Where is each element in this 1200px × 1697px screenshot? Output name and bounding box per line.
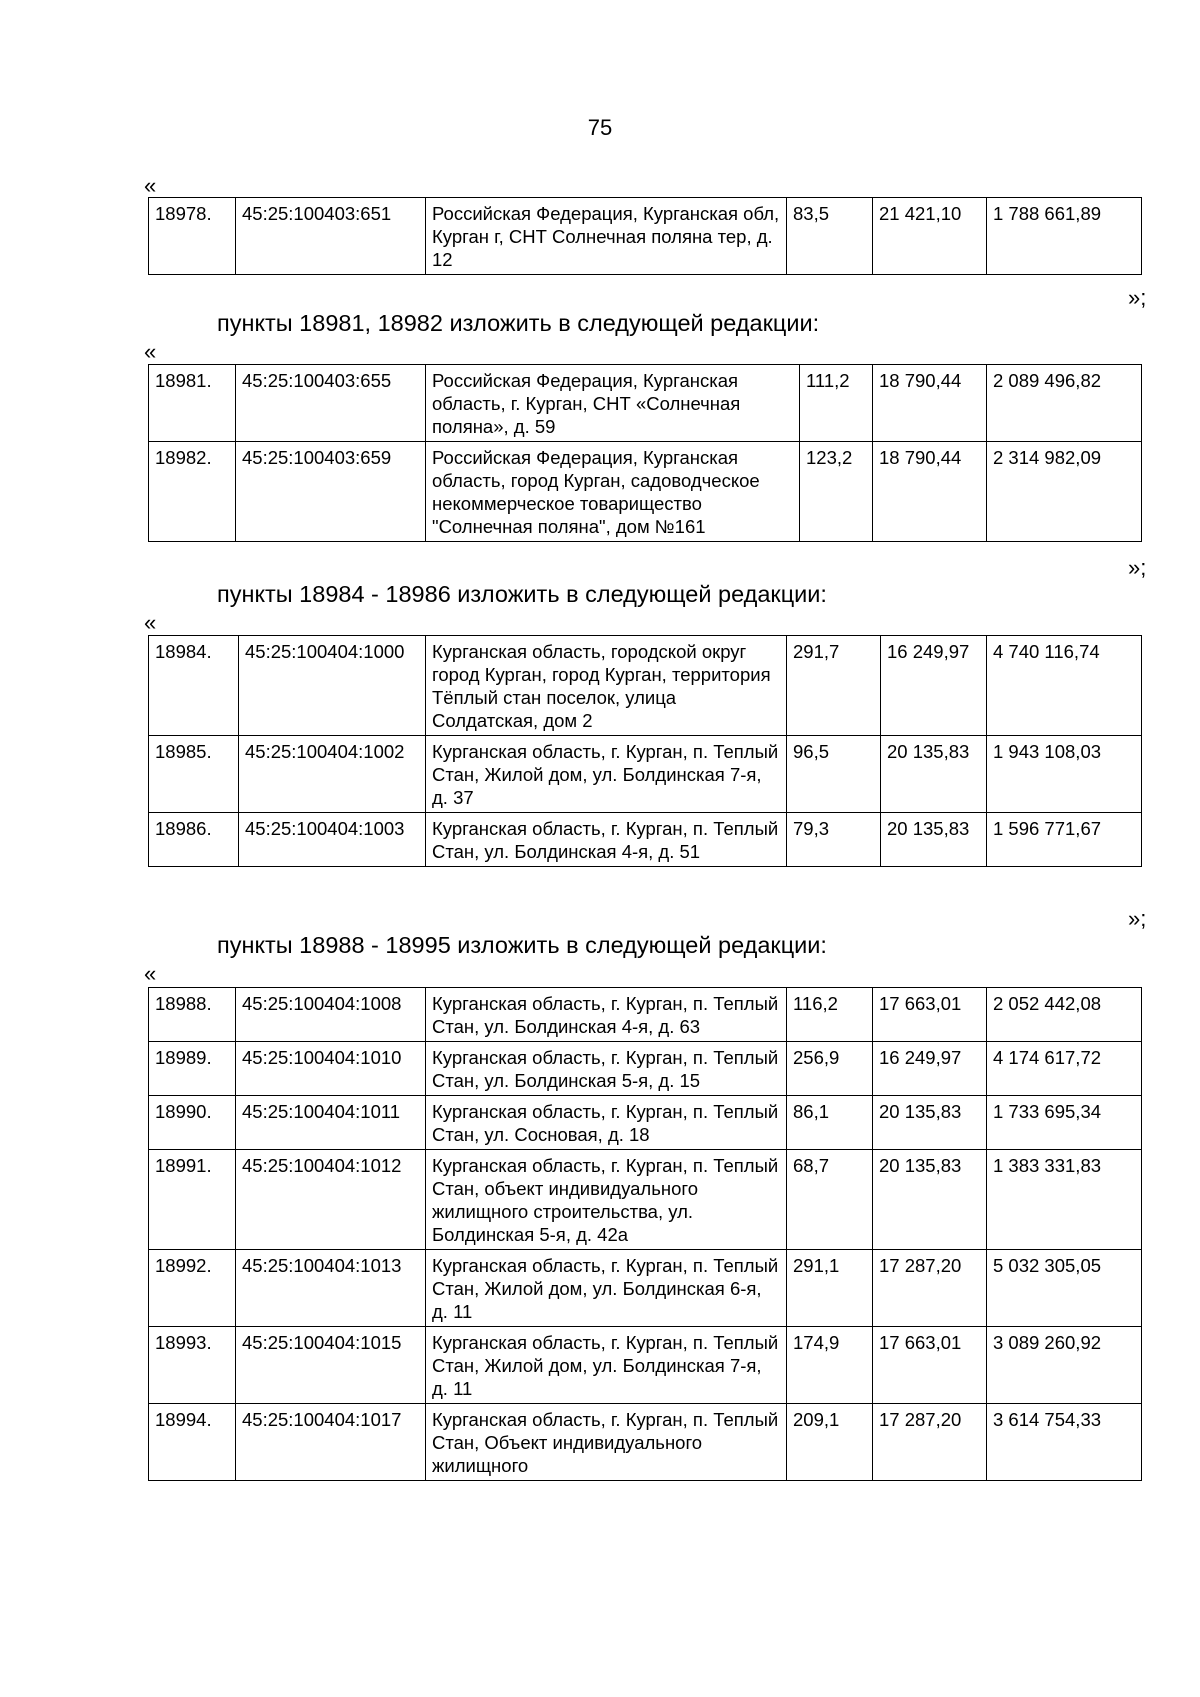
closing-quote: »; xyxy=(1128,555,1147,580)
area-cell: 291,7 xyxy=(787,636,881,736)
cadastral-number-cell: 45:25:100403:659 xyxy=(236,442,426,542)
cadastral-value-per-unit-cell: 20 135,83 xyxy=(873,1096,987,1150)
cadastral-value-cell: 4 740 116,74 xyxy=(987,636,1142,736)
table-row xyxy=(149,1404,1142,1481)
opening-quote: « xyxy=(144,610,157,635)
registry-table xyxy=(148,197,1142,275)
table-row xyxy=(149,198,1142,275)
area-cell: 123,2 xyxy=(800,442,873,542)
cadastral-value-cell: 1 733 695,34 xyxy=(987,1096,1142,1150)
address-cell: Российская Федерация, Курганская обл, Курган г, СНТ Солнечная поляна тер, д. 12 xyxy=(426,198,787,275)
area-cell: 291,1 xyxy=(787,1250,873,1327)
table-row xyxy=(149,365,1142,442)
cadastral-value-cell: 3 089 260,92 xyxy=(987,1327,1142,1404)
opening-quote: « xyxy=(144,961,157,986)
cadastral-value-cell: 3 614 754,33 xyxy=(987,1404,1142,1481)
cadastral-number-cell: 45:25:100404:1011 xyxy=(236,1096,426,1150)
address-cell: Курганская область, городской округ город Курган, город Курган, территория Тёплый стан поселок, улица Солдатская, дом 2 xyxy=(426,636,787,736)
area-cell: 209,1 xyxy=(787,1404,873,1481)
area-cell: 79,3 xyxy=(787,813,881,867)
area-cell: 116,2 xyxy=(787,988,873,1042)
address-cell: Курганская область, г. Курган, п. Теплый Стан, Жилой дом, ул. Болдинская 7-я, д. 37 xyxy=(426,736,787,813)
cadastral-value-per-unit-cell: 21 421,10 xyxy=(873,198,987,275)
cadastral-value-cell: 1 788 661,89 xyxy=(987,198,1142,275)
cadastral-value-cell: 2 052 442,08 xyxy=(987,988,1142,1042)
table-row xyxy=(149,813,1142,867)
item-number-cell: 18982. xyxy=(149,442,236,542)
address-cell: Курганская область, г. Курган, п. Теплый Стан, ул. Болдинская 5-я, д. 15 xyxy=(426,1042,787,1096)
cadastral-value-cell: 1 943 108,03 xyxy=(987,736,1142,813)
table-row xyxy=(149,1096,1142,1150)
address-cell: Курганская область, г. Курган, п. Теплый Стан, объект индивидуального жилищного строительства, ул. Болдинская 5-я, д. 42а xyxy=(426,1150,787,1250)
item-number-cell: 18981. xyxy=(149,365,236,442)
cadastral-value-per-unit-cell: 18 790,44 xyxy=(873,365,987,442)
cadastral-value-cell: 4 174 617,72 xyxy=(987,1042,1142,1096)
address-cell: Курганская область, г. Курган, п. Теплый Стан, ул. Болдинская 4-я, д. 51 xyxy=(426,813,787,867)
cadastral-number-cell: 45:25:100404:1017 xyxy=(236,1404,426,1481)
table-row xyxy=(149,736,1142,813)
area-cell: 83,5 xyxy=(787,198,873,275)
item-number-cell: 18978. xyxy=(149,198,236,275)
registry-table xyxy=(148,364,1142,542)
item-number-cell: 18992. xyxy=(149,1250,236,1327)
item-number-cell: 18994. xyxy=(149,1404,236,1481)
cadastral-number-cell: 45:25:100404:1010 xyxy=(236,1042,426,1096)
amendment-instruction: пункты 18988 - 18995 изложить в следующей редакции: xyxy=(217,932,827,958)
item-number-cell: 18985. xyxy=(149,736,239,813)
address-cell: Курганская область, г. Курган, п. Теплый Стан, ул. Сосновая, д. 18 xyxy=(426,1096,787,1150)
cadastral-value-per-unit-cell: 16 249,97 xyxy=(881,636,987,736)
cadastral-value-cell: 5 032 305,05 xyxy=(987,1250,1142,1327)
item-number-cell: 18990. xyxy=(149,1096,236,1150)
table-row xyxy=(149,1042,1142,1096)
cadastral-number-cell: 45:25:100404:1013 xyxy=(236,1250,426,1327)
table-row xyxy=(149,988,1142,1042)
address-cell: Российская Федерация, Курганская область, город Курган, садоводческое некоммерческое товарищество "Солнечная поляна", дом №161 xyxy=(426,442,800,542)
amendment-instruction: пункты 18981, 18982 изложить в следующей редакции: xyxy=(217,310,820,336)
cadastral-number-cell: 45:25:100404:1003 xyxy=(239,813,426,867)
cadastral-value-per-unit-cell: 20 135,83 xyxy=(881,736,987,813)
address-cell: Курганская область, г. Курган, п. Теплый Стан, Жилой дом, ул. Болдинская 6-я, д. 11 xyxy=(426,1250,787,1327)
item-number-cell: 18993. xyxy=(149,1327,236,1404)
cadastral-number-cell: 45:25:100404:1008 xyxy=(236,988,426,1042)
item-number-cell: 18986. xyxy=(149,813,239,867)
item-number-cell: 18991. xyxy=(149,1150,236,1250)
area-cell: 68,7 xyxy=(787,1150,873,1250)
registry-table xyxy=(148,987,1142,1481)
table-row xyxy=(149,1327,1142,1404)
area-cell: 96,5 xyxy=(787,736,881,813)
cadastral-number-cell: 45:25:100404:1012 xyxy=(236,1150,426,1250)
closing-quote: »; xyxy=(1128,906,1147,931)
area-cell: 111,2 xyxy=(800,365,873,442)
address-cell: Курганская область, г. Курган, п. Теплый Стан, ул. Болдинская 4-я, д. 63 xyxy=(426,988,787,1042)
table-row xyxy=(149,442,1142,542)
address-cell: Курганская область, г. Курган, п. Теплый Стан, Объект индивидуального жилищного xyxy=(426,1404,787,1481)
address-cell: Курганская область, г. Курган, п. Теплый Стан, Жилой дом, ул. Болдинская 7-я, д. 11 xyxy=(426,1327,787,1404)
cadastral-value-per-unit-cell: 20 135,83 xyxy=(881,813,987,867)
cadastral-value-cell: 1 596 771,67 xyxy=(987,813,1142,867)
item-number-cell: 18989. xyxy=(149,1042,236,1096)
page-number: 75 xyxy=(587,115,613,140)
cadastral-number-cell: 45:25:100403:651 xyxy=(236,198,426,275)
area-cell: 86,1 xyxy=(787,1096,873,1150)
table-row xyxy=(149,636,1142,736)
table-row xyxy=(149,1250,1142,1327)
cadastral-value-per-unit-cell: 18 790,44 xyxy=(873,442,987,542)
cadastral-number-cell: 45:25:100403:655 xyxy=(236,365,426,442)
cadastral-number-cell: 45:25:100404:1015 xyxy=(236,1327,426,1404)
item-number-cell: 18984. xyxy=(149,636,239,736)
cadastral-number-cell: 45:25:100404:1000 xyxy=(239,636,426,736)
address-cell: Российская Федерация, Курганская область, г. Курган, СНТ «Солнечная поляна», д. 59 xyxy=(426,365,800,442)
cadastral-value-per-unit-cell: 16 249,97 xyxy=(873,1042,987,1096)
cadastral-value-cell: 2 089 496,82 xyxy=(987,365,1142,442)
cadastral-value-per-unit-cell: 17 287,20 xyxy=(873,1404,987,1481)
area-cell: 256,9 xyxy=(787,1042,873,1096)
cadastral-value-cell: 2 314 982,09 xyxy=(987,442,1142,542)
closing-quote: »; xyxy=(1128,285,1147,310)
opening-quote: « xyxy=(144,339,157,364)
table-row xyxy=(149,1150,1142,1250)
opening-quote: « xyxy=(144,173,157,198)
item-number-cell: 18988. xyxy=(149,988,236,1042)
registry-table xyxy=(148,635,1142,867)
cadastral-value-per-unit-cell: 17 663,01 xyxy=(873,1327,987,1404)
cadastral-value-per-unit-cell: 20 135,83 xyxy=(873,1150,987,1250)
cadastral-value-cell: 1 383 331,83 xyxy=(987,1150,1142,1250)
area-cell: 174,9 xyxy=(787,1327,873,1404)
amendment-instruction: пункты 18984 - 18986 изложить в следующей редакции: xyxy=(217,581,827,607)
cadastral-number-cell: 45:25:100404:1002 xyxy=(239,736,426,813)
cadastral-value-per-unit-cell: 17 287,20 xyxy=(873,1250,987,1327)
cadastral-value-per-unit-cell: 17 663,01 xyxy=(873,988,987,1042)
